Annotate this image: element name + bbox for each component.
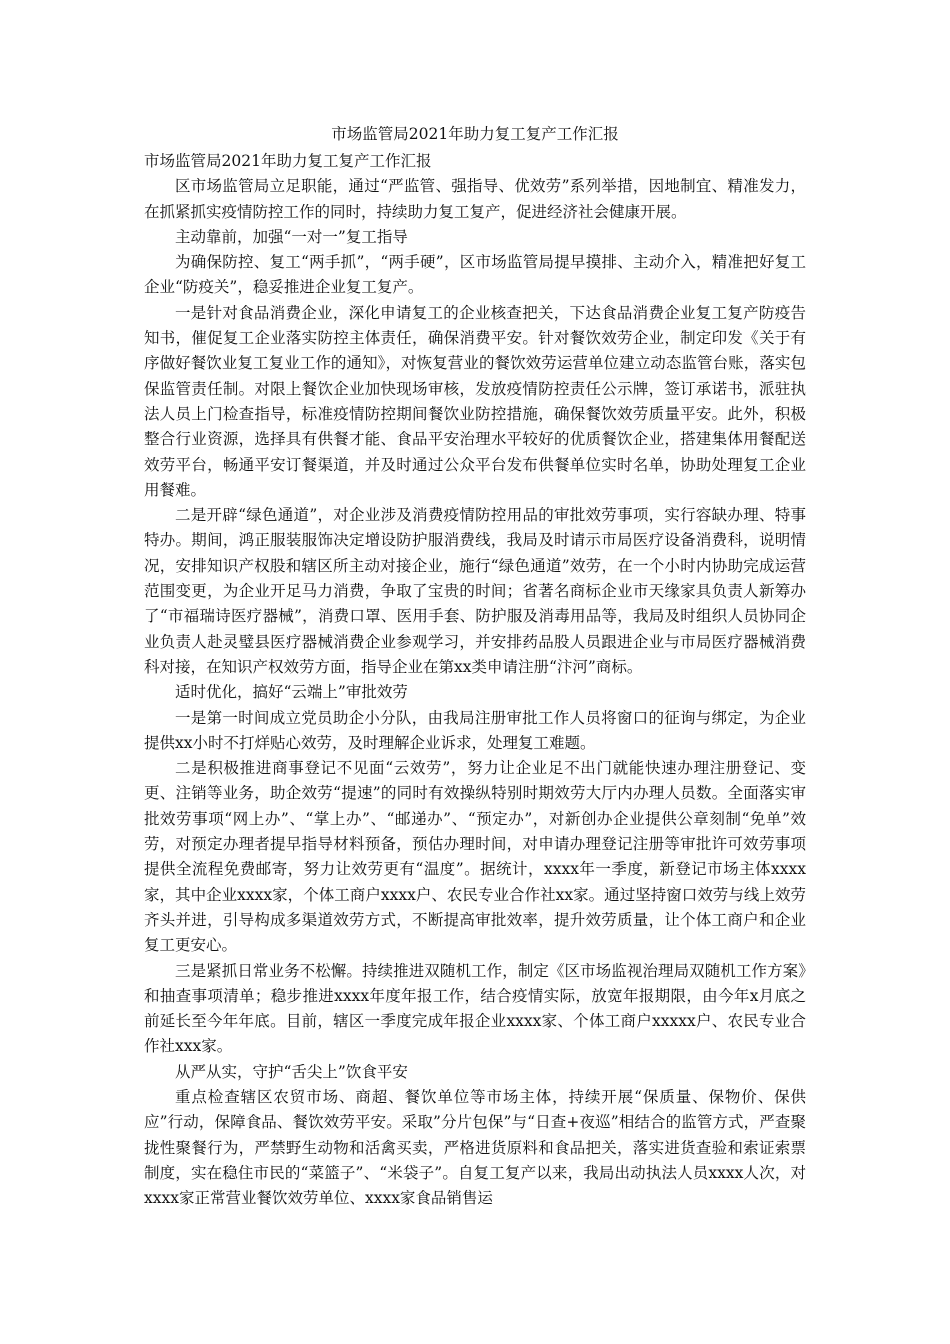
- section-heading: 主动靠前，加强“一对一”复工指导: [175, 227, 408, 246]
- document-page: [144, 122, 806, 1211]
- section-heading: 适时优化，搞好“云端上”审批效劳: [175, 683, 408, 702]
- paragraph-heading: 市场监管局2021年助力复工复产工作汇报: [144, 152, 432, 170]
- paragraph: 一是第一时间成立党员助企小分队，由我局注册审批工作人员将窗口的征询与绑定，为企业提供xx小时不打烊贴心效劳，及时理解企业诉求，处理复工难题。: [144, 708, 806, 752]
- paragraph: 二是积极推进商事登记不见面“云效劳”，努力让企业足不出门就能快速办理注册登记、变更、注销等业务，助企效劳“提速”的同时有效操纵特别时期效劳大厅内办理人员数。全面落实审批效劳事项“网上办”、“掌上办”、“邮递办”、“预定办”，对新创办企业提供公章刻制“免单”效劳，对预定办理者提早指导材料预备，预估办理时间，对申请办理登记注册等审批许可效劳事项提供全流程免费邮寄，努力让效劳更有“温度”。据统计，xxxx年一季度，新登记市场主体xxxx家，其中企业xxxx家，个体工商户xxxx户、农民专业合作社xx家。通过坚持窗口效劳与线上效劳齐头并进，引导构成多渠道效劳方式，不断提高审批效率，提升效劳质量，让个体工商户和企业复工更安心。: [144, 759, 806, 955]
- paragraph-intro: 区市场监管局立足职能，通过“严监管、强指导、优效劳”系列举措，因地制宜、精准发力，在抓紧抓实疫情防控工作的同时，持续助力复工复产，促进经济社会健康开展。: [144, 177, 806, 221]
- paragraph: 一是针对食品消费企业，深化申请复工的企业核查把关，下达食品消费企业复工复产防疫告知书，催促复工企业落实防控主体责任，确保消费平安。针对餐饮效劳企业，制定印发《关于有序做好餐饮业复工复业工作的通知》，对恢复营业的餐饮效劳运营单位建立动态监管台账，落实包保监管责任制。对限上餐饮企业加快现场审核，发放疫情防控责任公示牌，签订承诺书，派驻执法人员上门检查指导，标准疫情防控期间餐饮业防控措施，确保餐饮效劳质量平安。此外，积极整合行业资源，选择具有供餐才能、食品平安治理水平较好的优质餐饮企业，搭建集体用餐配送效劳平台，畅通平安订餐渠道，并及时通过公众平台发布供餐单位实时名单，协助处理复工企业用餐难。: [144, 303, 806, 499]
- paragraph: 为确保防控、复工“两手抓”，“两手硬”，区市场监管局提早摸排、主动介入，精准把好复工企业“防疫关”，稳妥推进企业复工复产。: [144, 253, 806, 297]
- section-heading: 从严从实，守护“舌尖上”饮食平安: [175, 1062, 408, 1081]
- document-body: [144, 149, 806, 1211]
- paragraph: 重点检查辖区农贸市场、商超、餐饮单位等市场主体，持续开展“保质量、保物价、保供应”行动，保障食品、餐饮效劳平安。采取”分片包保”与“日查+夜巡”相结合的监管方式，严查聚拢性聚餐行为，严禁野生动物和活禽买卖，严格进货原料和食品把关，落实进货查验和索证索票制度，实在稳住市民的“菜篮子”、“米袋子”。自复工复产以来，我局出动执法人员xxxx人次，对xxxx家正常营业餐饮效劳单位、xxxx家食品销售运: [144, 1087, 806, 1208]
- paragraph: 三是紧抓日常业务不松懈。持续推进双随机工作，制定《区市场监视治理局双随机工作方案》和抽查事项清单；稳步推进xxxx年度年报工作，结合疫情实际，放宽年报期限，由今年x月底之前延长至今年年底。目前，辖区一季度完成年报企业xxxx家、个体工商户xxxxx户、农民专业合作社xxx家。: [144, 961, 806, 1056]
- paragraph: 二是开辟“绿色通道”，对企业涉及消费疫情防控用品的审批效劳事项，实行容缺办理、特事特办。期间，鸿正服装服饰决定增设防护服消费线，我局及时请示市局医疗设备消费科，说明情况，安排知识产权股和辖区所主动对接企业，施行“绿色通道”效劳，在一个小时内协助完成运营范围变更，为企业开足马力消费，争取了宝贵的时间；省著名商标企业市天缘家具负责人新筹办了“市福瑞诗医疗器械”，消费口罩、医用手套、防护服及消毒用品等，我局及时组织人员协同企业负责人赴灵璧县医疗器械消费企业参观学习，并安排药品股人员跟进企业与市局医疗器械消费科对接，在知识产权效劳方面，指导企业在第xx类申请注册“汴河”商标。: [144, 506, 806, 676]
- document-title: 市场监管局2021年助力复工复产工作汇报: [331, 125, 619, 143]
